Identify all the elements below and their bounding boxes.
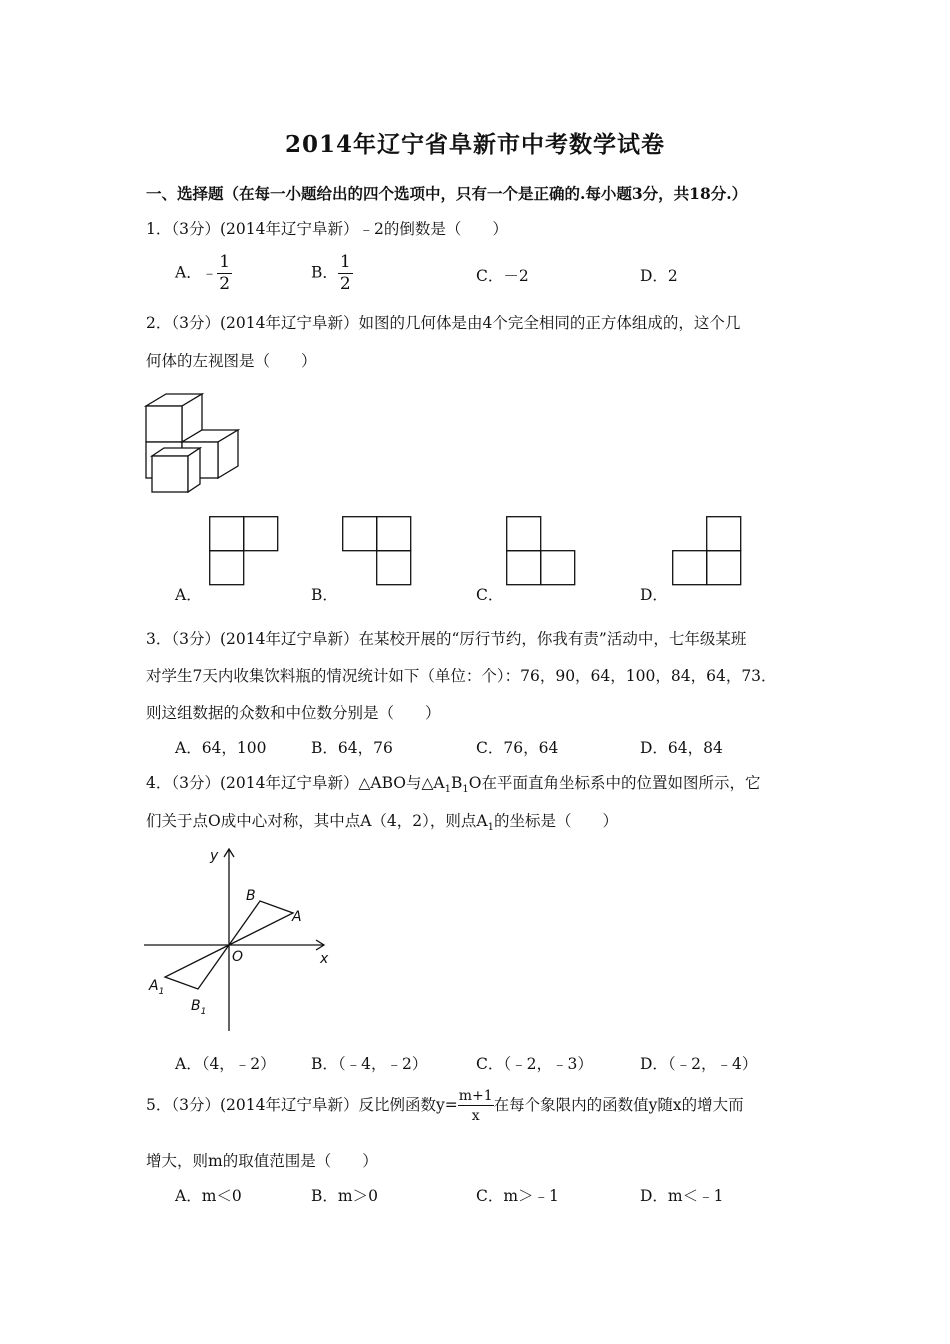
fraction-numerator: 1 — [339, 252, 351, 272]
point-a1-label — [148, 978, 164, 997]
text-segment: B — [450, 774, 463, 792]
q4-coordinate-figure — [140, 843, 340, 1035]
triangle-a1b1o — [165, 945, 229, 989]
q4-option-b: B．（﹣4，﹣2） — [311, 1055, 428, 1073]
question-4-line-2 — [146, 809, 618, 833]
question-5-line-2: 增大，则m的取值范围是（ ） — [146, 1152, 378, 1170]
section-heading: 一、选择题（在每一小题给出的四个选项中，只有一个是正确的.每小题3分，共18分.） — [146, 184, 748, 203]
page-title: 2014年辽宁省阜新市中考数学试卷 — [284, 131, 665, 158]
q2-option-b-figure — [342, 516, 412, 586]
q4-option-c: C．（﹣2，﹣3） — [476, 1055, 593, 1073]
q1-option-a-fraction — [217, 254, 232, 293]
q1-option-b-fraction — [338, 254, 353, 293]
q5-option-a: A．m＜0 — [175, 1187, 242, 1205]
label-subscript: 1 — [158, 987, 165, 997]
q2-option-a: A． — [175, 586, 202, 604]
q4-option-d: D．（﹣2，﹣4） — [640, 1055, 758, 1073]
origin-label: O — [232, 949, 244, 965]
q5-option-c: C．m＞﹣1 — [476, 1187, 559, 1205]
question-3-line-2: 对学生7天内收集饮料瓶的情况统计如下（单位：个）：76，90，64，100，84，64，73． — [146, 667, 777, 685]
q3-option-c: C．76，64 — [476, 739, 559, 757]
question-2-line-2: 何体的左视图是（ ） — [146, 352, 317, 370]
fraction-numerator: 1 — [219, 252, 231, 272]
q1-option-d: D．2 — [640, 267, 678, 285]
subscript: 1 — [444, 784, 451, 796]
label-text: B — [191, 998, 201, 1014]
q3-option-d: D．64，84 — [640, 739, 723, 757]
question-1-stem: 1．（3分）(2014年辽宁阜新）﹣2的倒数是（ ） — [146, 220, 508, 238]
subscript: 1 — [487, 822, 494, 834]
fraction-denominator: 2 — [219, 274, 231, 294]
point-b-label: B — [246, 888, 256, 904]
point-a-label: A — [292, 909, 302, 925]
q3-option-b: B．64，76 — [311, 739, 393, 757]
triangle-abo — [229, 901, 293, 945]
text-segment: 们关于点O成中心对称，其中点A（4，2），则点A — [146, 812, 488, 830]
q1-option-b-label: B． — [311, 263, 338, 282]
q2-option-d: D． — [640, 586, 668, 604]
point-b1-label — [191, 998, 206, 1017]
q2-option-d-figure — [672, 516, 742, 586]
text-segment: 5．（3分）(2014年辽宁阜新）反比例函数y= — [146, 1096, 458, 1114]
label-subscript: 1 — [200, 1007, 207, 1017]
q5-option-d: D．m＜﹣1 — [640, 1187, 724, 1205]
q1-option-a-label: A．﹣ — [175, 263, 218, 282]
q3-option-a: A．64，100 — [175, 739, 267, 757]
q1-option-b — [311, 254, 353, 293]
text-segment: 的坐标是（ ） — [493, 812, 618, 830]
q2-option-c-figure — [506, 516, 576, 586]
text-segment: 4．（3分）(2014年辽宁阜新）△ABO与△A — [146, 774, 445, 792]
text-segment: O在平面直角坐标系中的位置如图所示，它 — [468, 774, 761, 792]
q1-option-c: C．－2 — [476, 267, 529, 285]
q2-option-a-figure — [209, 516, 279, 586]
question-3-line-1: 3．（3分）(2014年辽宁阜新）在某校开展的“厉行节约，你我有责”活动中，七年级某班 — [146, 630, 747, 648]
fraction-denominator: 2 — [339, 274, 351, 294]
x-axis-label: x — [320, 951, 329, 967]
label-text: A — [149, 978, 159, 994]
question-3-line-3: 则这组数据的众数和中位数分别是（ ） — [146, 704, 441, 722]
question-5-line-1 — [146, 1089, 744, 1123]
fraction-denominator: x — [471, 1108, 480, 1124]
q5-fraction — [458, 1089, 494, 1123]
y-axis-label: y — [210, 848, 219, 864]
text-segment: 在每个象限内的函数值y随x的增大而 — [493, 1096, 744, 1114]
q2-option-c: C． — [476, 586, 504, 604]
q1-option-a — [175, 254, 232, 293]
subscript: 1 — [462, 784, 469, 796]
question-2-line-1: 2．（3分）(2014年辽宁阜新）如图的几何体是由4个完全相同的正方体组成的，这个几 — [146, 314, 741, 332]
q5-option-b: B．m＞0 — [311, 1187, 378, 1205]
fraction-numerator: m+1 — [458, 1088, 493, 1104]
q2-option-b: B． — [311, 586, 338, 604]
question-4-line-1 — [146, 771, 760, 795]
q2-solid-figure — [140, 390, 245, 495]
q4-option-a: A．（4，﹣2） — [175, 1055, 276, 1073]
